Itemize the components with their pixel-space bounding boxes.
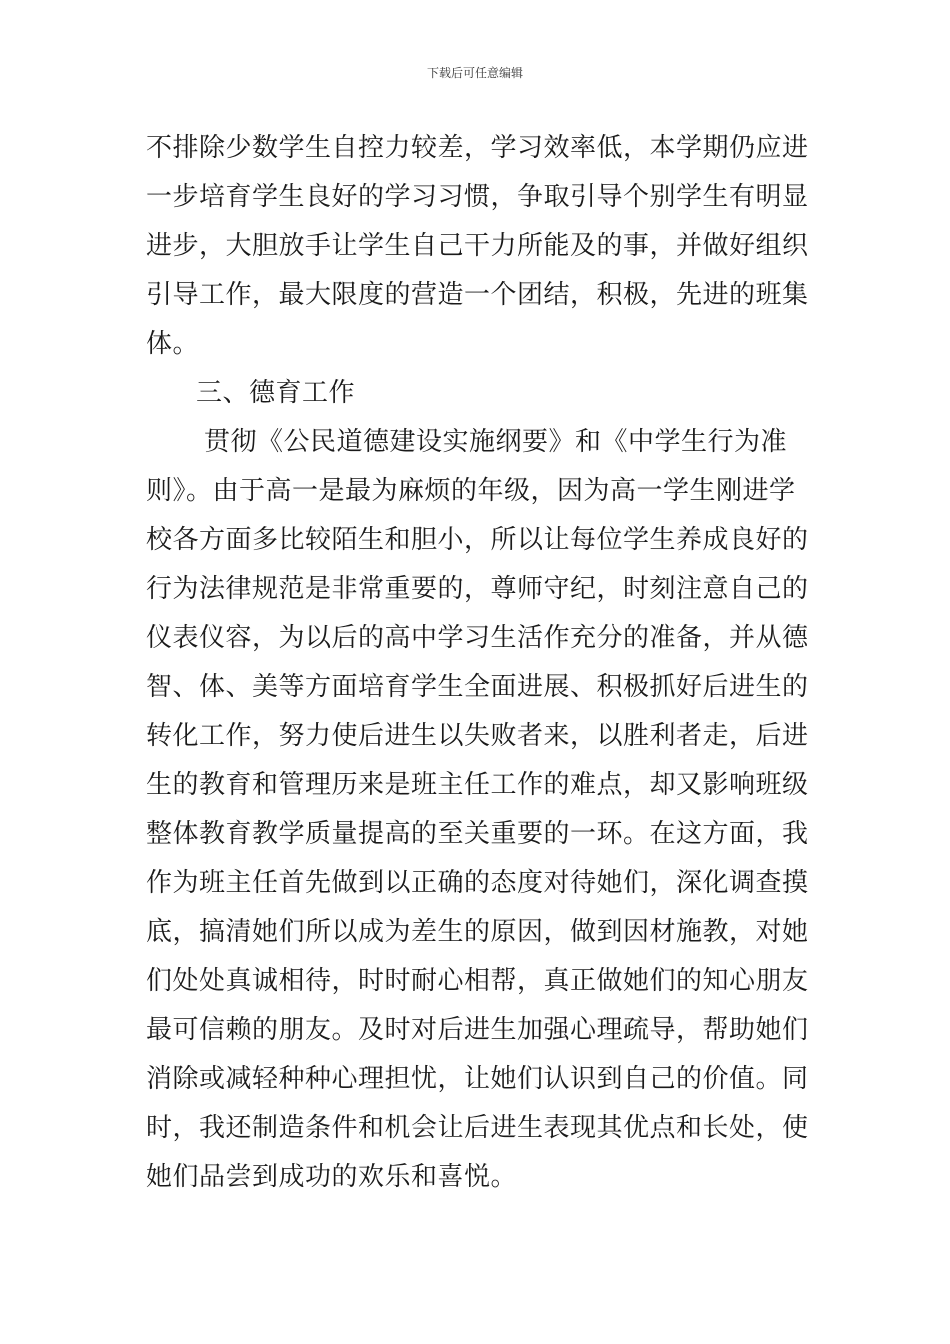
body-text (146, 124, 809, 1202)
text-line: 生的教育和管理历来是班主任工作的难点，却又影响班级 (146, 770, 809, 800)
text-line: 贯彻《公民道德建设实施纲要》和《中学生行为准 (204, 427, 788, 457)
text-line: 智、体、美等方面培育学生全面进展、积极抓好后进生的 (146, 672, 809, 702)
section-heading: 三、德育工作 (196, 378, 356, 408)
text-line: 时，我还制造条件和机会让后进生表现其优点和长处，使 (146, 1113, 809, 1143)
text-line: 校各方面多比较陌生和胆小，所以让每位学生养成良好的 (146, 525, 809, 555)
text-line: 进步，大胆放手让学生自己干力所能及的事，并做好组织 (146, 231, 809, 261)
text-line: 整体教育教学质量提高的至关重要的一环。在这方面，我 (146, 819, 809, 849)
text-line: 转化工作，努力使后进生以失败者来，以胜利者走，后进 (146, 721, 809, 751)
text-line: 消除或减轻种种心理担忧，让她们认识到自己的价值。同 (146, 1064, 809, 1094)
text-line: 一步培育学生良好的学习习惯，争取引导个别学生有明显 (146, 182, 809, 212)
text-line: 体。 (146, 329, 200, 359)
text-line: 底，搞清她们所以成为差生的原因，做到因材施教，对她 (146, 917, 809, 947)
text-line: 不排除少数学生自控力较差，学习效率低，本学期仍应进 (146, 133, 809, 163)
text-line: 她们品尝到成功的欢乐和喜悦。 (146, 1162, 518, 1192)
header-note: 下载后可任意编辑 (426, 66, 523, 80)
text-line: 仪表仪容，为以后的高中学习生活作充分的准备，并从德 (146, 623, 809, 653)
text-line: 行为法律规范是非常重要的，尊师守纪，时刻注意自己的 (146, 574, 809, 604)
text-line: 最可信赖的朋友。及时对后进生加强心理疏导，帮助她们 (146, 1015, 809, 1045)
text-line: 作为班主任首先做到以正确的态度对待她们，深化调查摸 (146, 868, 809, 898)
text-line: 引导工作，最大限度的营造一个团结，积极，先进的班集 (146, 280, 809, 310)
text-line: 们处处真诚相待，时时耐心相帮，真正做她们的知心朋友 (146, 966, 809, 996)
text-line: 则》。由于高一是最为麻烦的年级，因为高一学生刚进学 (146, 476, 796, 506)
